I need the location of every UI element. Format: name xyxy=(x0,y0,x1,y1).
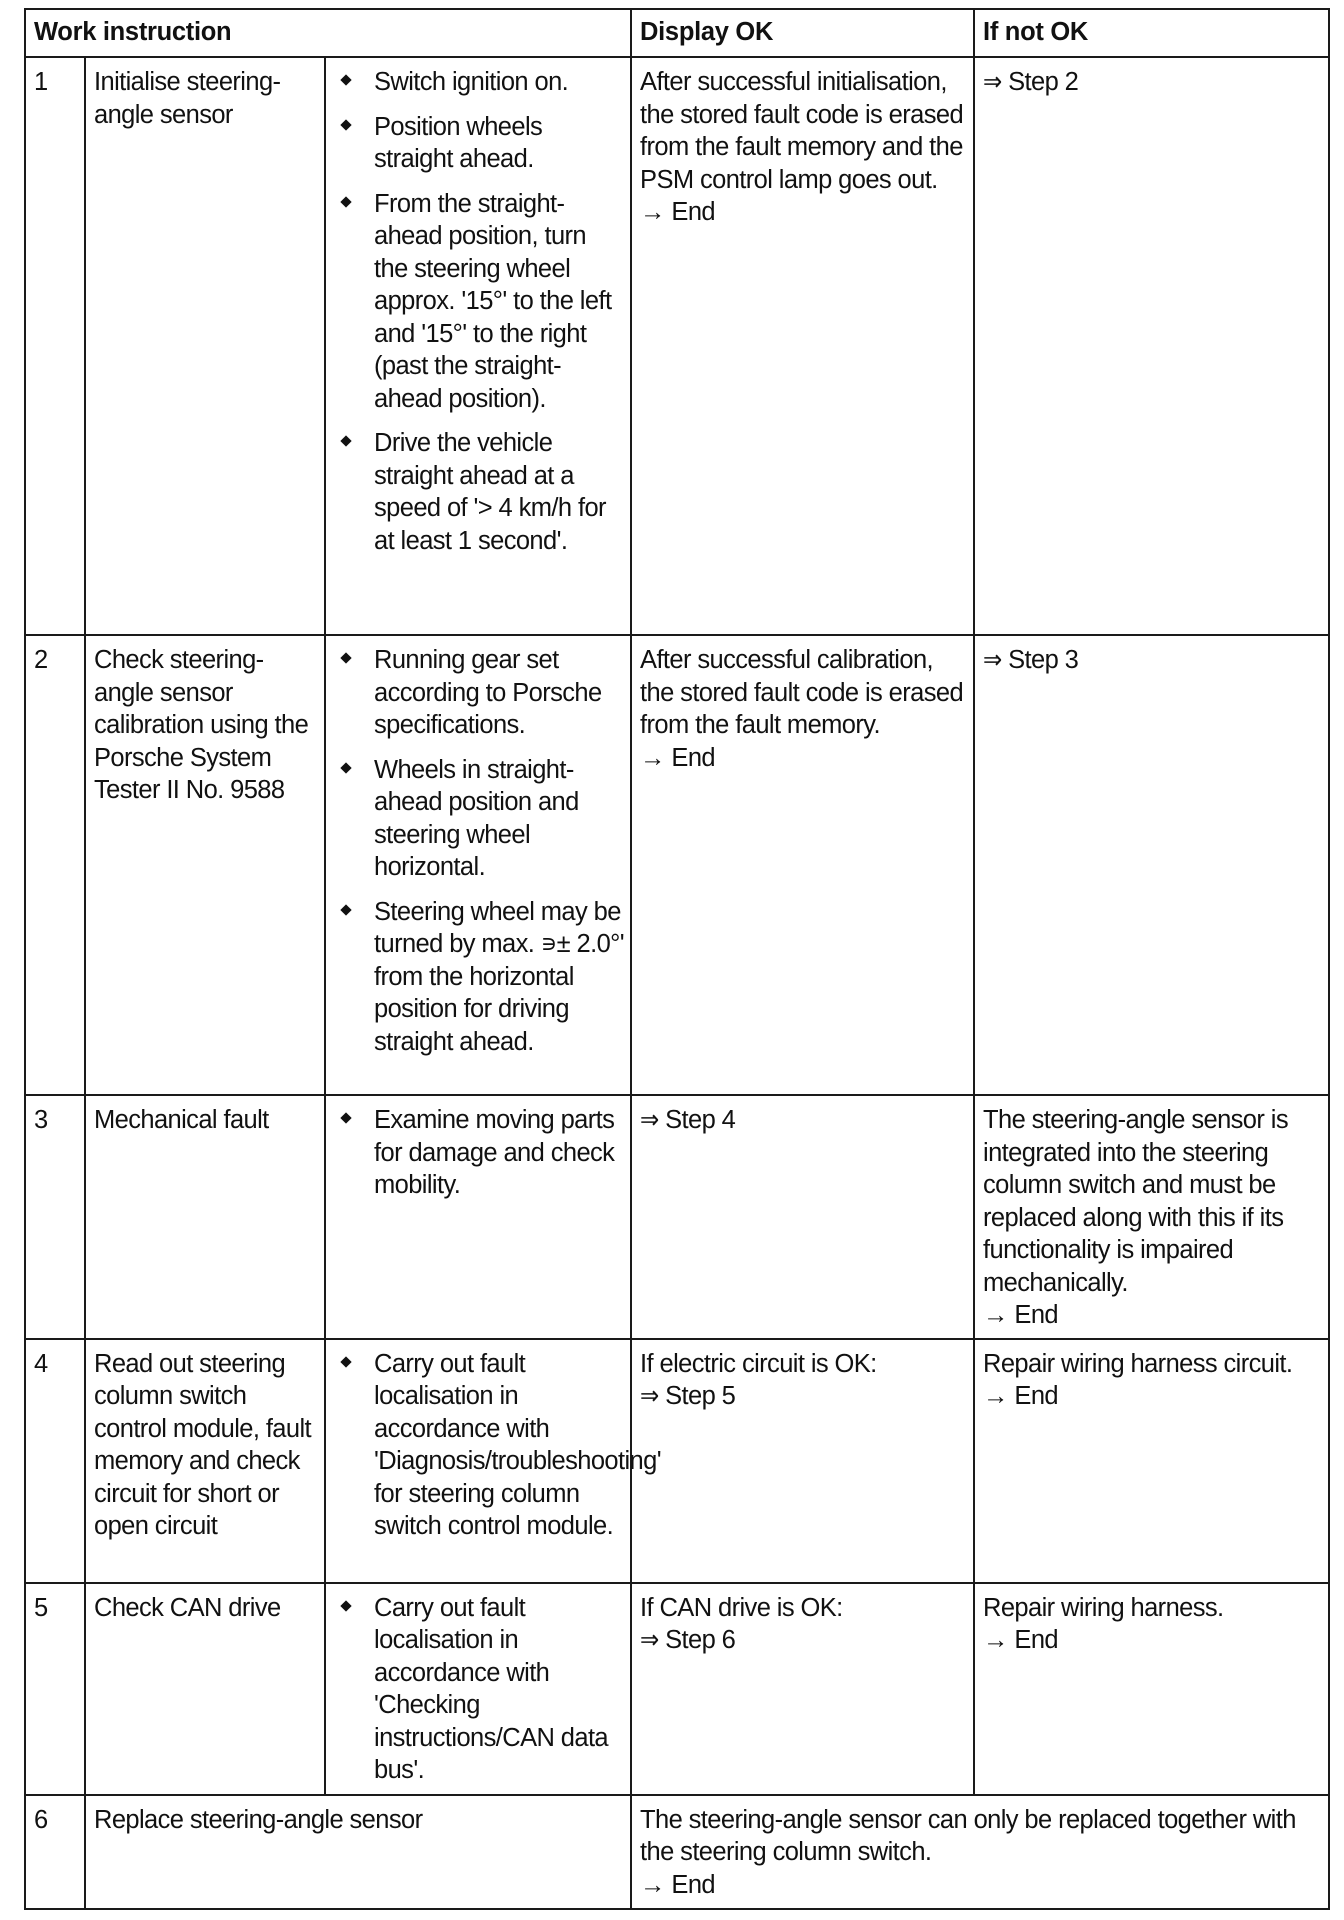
display-ok-cell: If electric circuit is OK: ⇒ Step 5 xyxy=(631,1339,974,1583)
if-not-ok-cell: Repair wiring harness circuit. → End xyxy=(974,1339,1329,1583)
work-instruction-table xyxy=(24,8,1330,1910)
bullet-diamond-icon xyxy=(340,1356,351,1367)
if-not-ok-cell: The steering-angle sensor is integrated into the steering column switch and must be replaced along with this if its functionality is impaired mechanically. → End xyxy=(974,1095,1329,1339)
step-title: Read out steering column switch control module, fault memory and check circuit for short or open circuit xyxy=(85,1339,325,1583)
step-actions xyxy=(325,1339,661,1583)
table-row xyxy=(25,1795,1329,1909)
list-item: Running gear set according to Porsche specifications. xyxy=(336,644,624,742)
bullet-diamond-icon xyxy=(340,119,351,130)
header-work-instruction: Work instruction xyxy=(25,9,631,57)
final-note-cell: The steering-angle sensor can only be replaced together with the steering column switch. → End xyxy=(631,1795,1329,1909)
table-row xyxy=(25,1095,1329,1339)
step-actions xyxy=(325,57,631,635)
step-number: 4 xyxy=(25,1339,85,1583)
result-end: → End xyxy=(640,1870,715,1899)
if-not-ok-cell xyxy=(974,635,1329,1095)
step-actions xyxy=(325,635,631,1095)
list-item: Drive the vehicle straight ahead at a speed of '> 4 km/h for at least 1 second'. xyxy=(336,427,624,557)
if-not-ok-cell: Repair wiring harness. → End xyxy=(974,1583,1329,1795)
bullet-diamond-icon xyxy=(340,1112,351,1123)
step-title: Mechanical fault xyxy=(85,1095,325,1339)
if-not-ok-cell xyxy=(974,57,1329,635)
header-display-ok: Display OK xyxy=(631,9,974,57)
list-item: Examine moving parts for damage and check mobility. xyxy=(336,1104,624,1202)
result-end: → End xyxy=(640,198,715,226)
step-actions xyxy=(325,1095,631,1339)
bullet-diamond-icon xyxy=(340,74,351,85)
display-ok-cell: If CAN drive is OK: ⇒ Step 6 xyxy=(631,1583,974,1795)
result-end: → End xyxy=(640,743,715,772)
bullet-diamond-icon xyxy=(340,196,351,207)
list-item: Carry out fault localisation in accordance with 'Diagnosis/troubleshooting' for steering column switch control module. xyxy=(336,1348,624,1543)
result-next-step: ⇒ Step 2 xyxy=(983,68,1079,96)
step-title: Check steering-angle sensor calibration using the Porsche System Tester II No. 9588 xyxy=(85,635,325,1095)
step-number: 6 xyxy=(25,1795,85,1909)
table-row xyxy=(25,57,1329,635)
result-next-step: ⇒ Step 5 xyxy=(640,1382,736,1410)
bullet-diamond-icon xyxy=(340,904,351,915)
list-item: From the straight-ahead position, turn the steering wheel approx. '15°' to the left and '15°' to the right (past the straight-ahead position). xyxy=(336,188,624,416)
step-title: Initialise steering-angle sensor xyxy=(85,57,325,635)
list-item: Steering wheel may be turned by max. ∍± 2.0°' from the horizontal position for driving straight ahead. xyxy=(336,896,624,1059)
bullet-diamond-icon xyxy=(340,762,351,773)
result-end: → End xyxy=(983,1382,1058,1410)
bullet-diamond-icon xyxy=(340,435,351,446)
result-end: → End xyxy=(983,1626,1058,1654)
list-item: Position wheels straight ahead. xyxy=(336,111,624,176)
step-number: 2 xyxy=(25,635,85,1095)
bullet-diamond-icon xyxy=(340,652,351,663)
display-ok-cell: After successful calibration, the stored fault code is erased from the fault memory. → End xyxy=(631,635,974,1095)
result-next-step: ⇒ Step 4 xyxy=(640,1106,736,1134)
header-if-not-ok: If not OK xyxy=(974,9,1329,57)
result-next-step: ⇒ Step 6 xyxy=(640,1626,736,1654)
step-number: 1 xyxy=(25,57,85,635)
result-next-step: ⇒ Step 3 xyxy=(983,646,1079,674)
list-item: Switch ignition on. xyxy=(336,66,624,99)
header-row xyxy=(25,9,1329,57)
display-ok-cell: After successful initialisation, the stored fault code is erased from the fault memory and the PSM control lamp goes out. → End xyxy=(631,57,974,635)
table-row xyxy=(25,635,1329,1095)
step-actions xyxy=(325,1583,631,1795)
list-item: Wheels in straight-ahead position and steering wheel horizontal. xyxy=(336,754,624,884)
work-instruction-document xyxy=(24,8,1328,1910)
list-item: Carry out fault localisation in accordance with 'Checking instructions/CAN data bus'. xyxy=(336,1592,624,1787)
table-row xyxy=(25,1339,1329,1583)
step-number: 3 xyxy=(25,1095,85,1339)
result-end: → End xyxy=(983,1301,1058,1329)
bullet-diamond-icon xyxy=(340,1600,351,1611)
table-row xyxy=(25,1583,1329,1795)
display-ok-cell xyxy=(631,1095,974,1339)
step-title: Check CAN drive xyxy=(85,1583,325,1795)
step-number: 5 xyxy=(25,1583,85,1795)
step-title: Replace steering-angle sensor xyxy=(85,1795,631,1909)
